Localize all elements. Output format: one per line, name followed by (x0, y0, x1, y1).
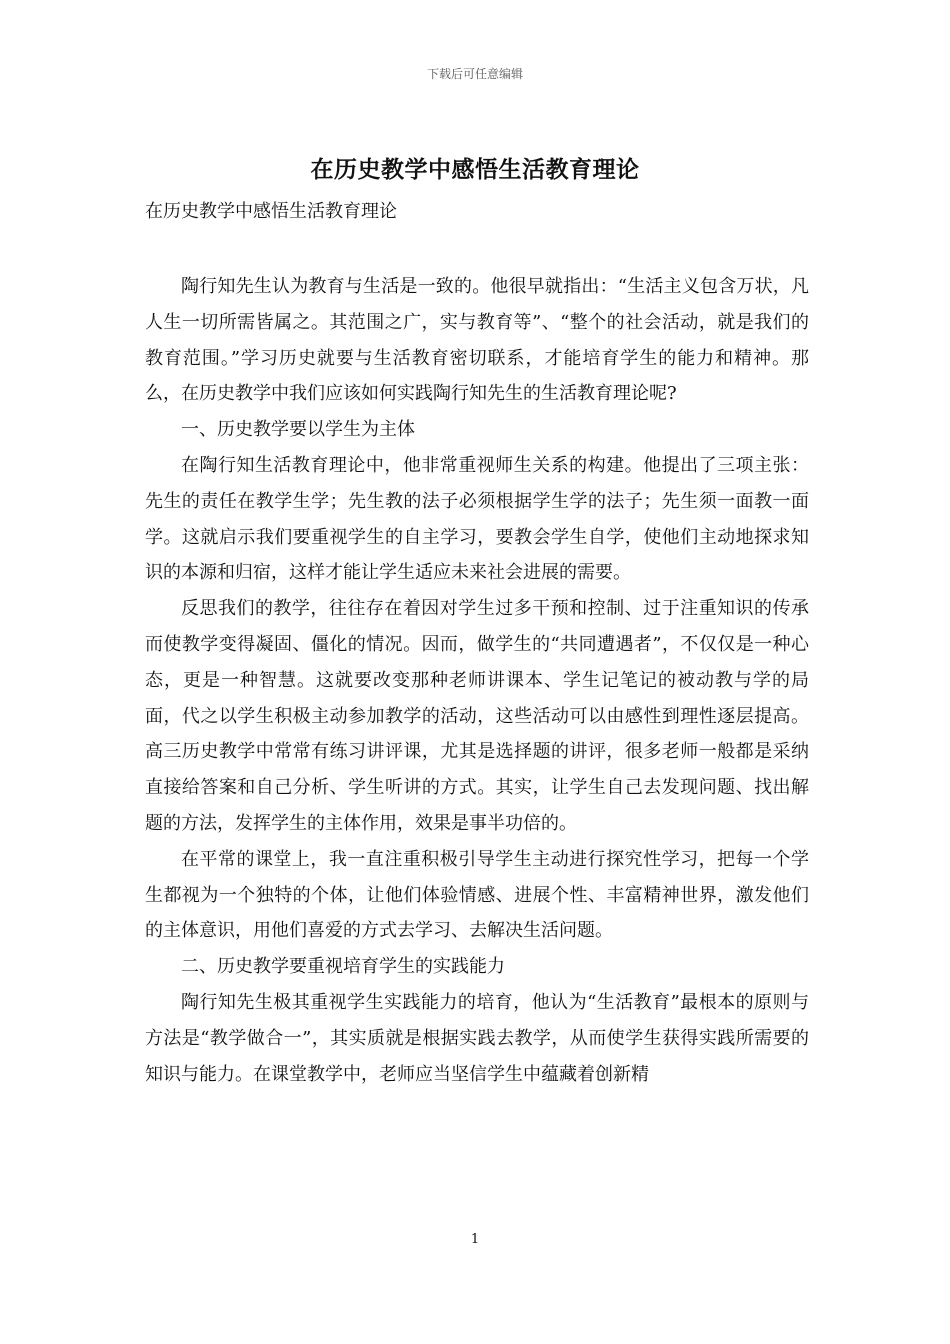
document-subtitle: 在历史教学中感悟生活教育理论 (145, 201, 397, 222)
section-heading-2: 二、历史教学要重视培育学生的实践能力 (181, 956, 505, 978)
body-paragraph: 陶行知先生极其重视学生实践能力的培育，他认为“生活教育”最根本的原则与方法是“教学做合一”，其实质就是根据实践去教学，从而使学生获得实践所需要的知识与能力。在课堂教学中，老师应当坚信学生中蕴藏着创新精 (145, 991, 809, 1085)
body-paragraph: 反思我们的教学，往往存在着因对学生过多干预和控制、过于注重知识的传承而使教学变得凝固、僵化的情况。因而，做学生的“共同遭遇者”，不仅仅是一种心态，更是一种智慧。这就要改变那种老师讲课本、学生记笔记的被动教与学的局面，代之以学生积极主动参加教学的活动，这些活动可以由感性到理性逐层提高。高三历史教学中常常有练习讲评课，尤其是选择题的讲评，很多老师一般都是采纳直接给答案和自己分析、学生听讲的方式。其实，让学生自己去发现问题、找出解题的方法，发挥学生的主体作用，效果是事半功倍的。 (145, 598, 809, 834)
body-paragraph: 在平常的课堂上，我一直注重积极引导学生主动进行探究性学习，把每一个学生都视为一个独特的个体，让他们体验情感、进展个性、丰富精神世界，激发他们的主体意识，用他们喜爱的方式去学习、去解决生活问题。 (145, 848, 809, 942)
page-number: 1 (470, 1232, 480, 1247)
section-heading-1: 一、历史教学要以学生为主体 (181, 419, 415, 441)
intro-paragraph: 陶行知先生认为教育与生活是一致的。他很早就指出：“生活主义包含万状，凡人生一切所需皆属之。其范围之广，实与教育等”、“整个的社会活动，就是我们的教育范围。”学习历史就要与生活教育密切联系，才能培育学生的能力和精神。那么，在历史教学中我们应该如何实践陶行知先生的生活教育理论呢? (145, 276, 809, 405)
document-body (145, 269, 809, 1092)
document-title: 在历史教学中感悟生活教育理论 (310, 156, 640, 183)
page-header-note: 下载后可任意编辑 (426, 67, 523, 81)
body-paragraph: 在陶行知生活教育理论中，他非常重视师生关系的构建。他提出了三项主张：先生的责任在教学生学；先生教的法子必须根据学生学的法子；先生须一面教一面学。这就启示我们要重视学生的自主学习，要教会学生自学，使他们主动地探求知识的本源和归宿，这样才能让学生适应未来社会进展的需要。 (145, 454, 809, 584)
